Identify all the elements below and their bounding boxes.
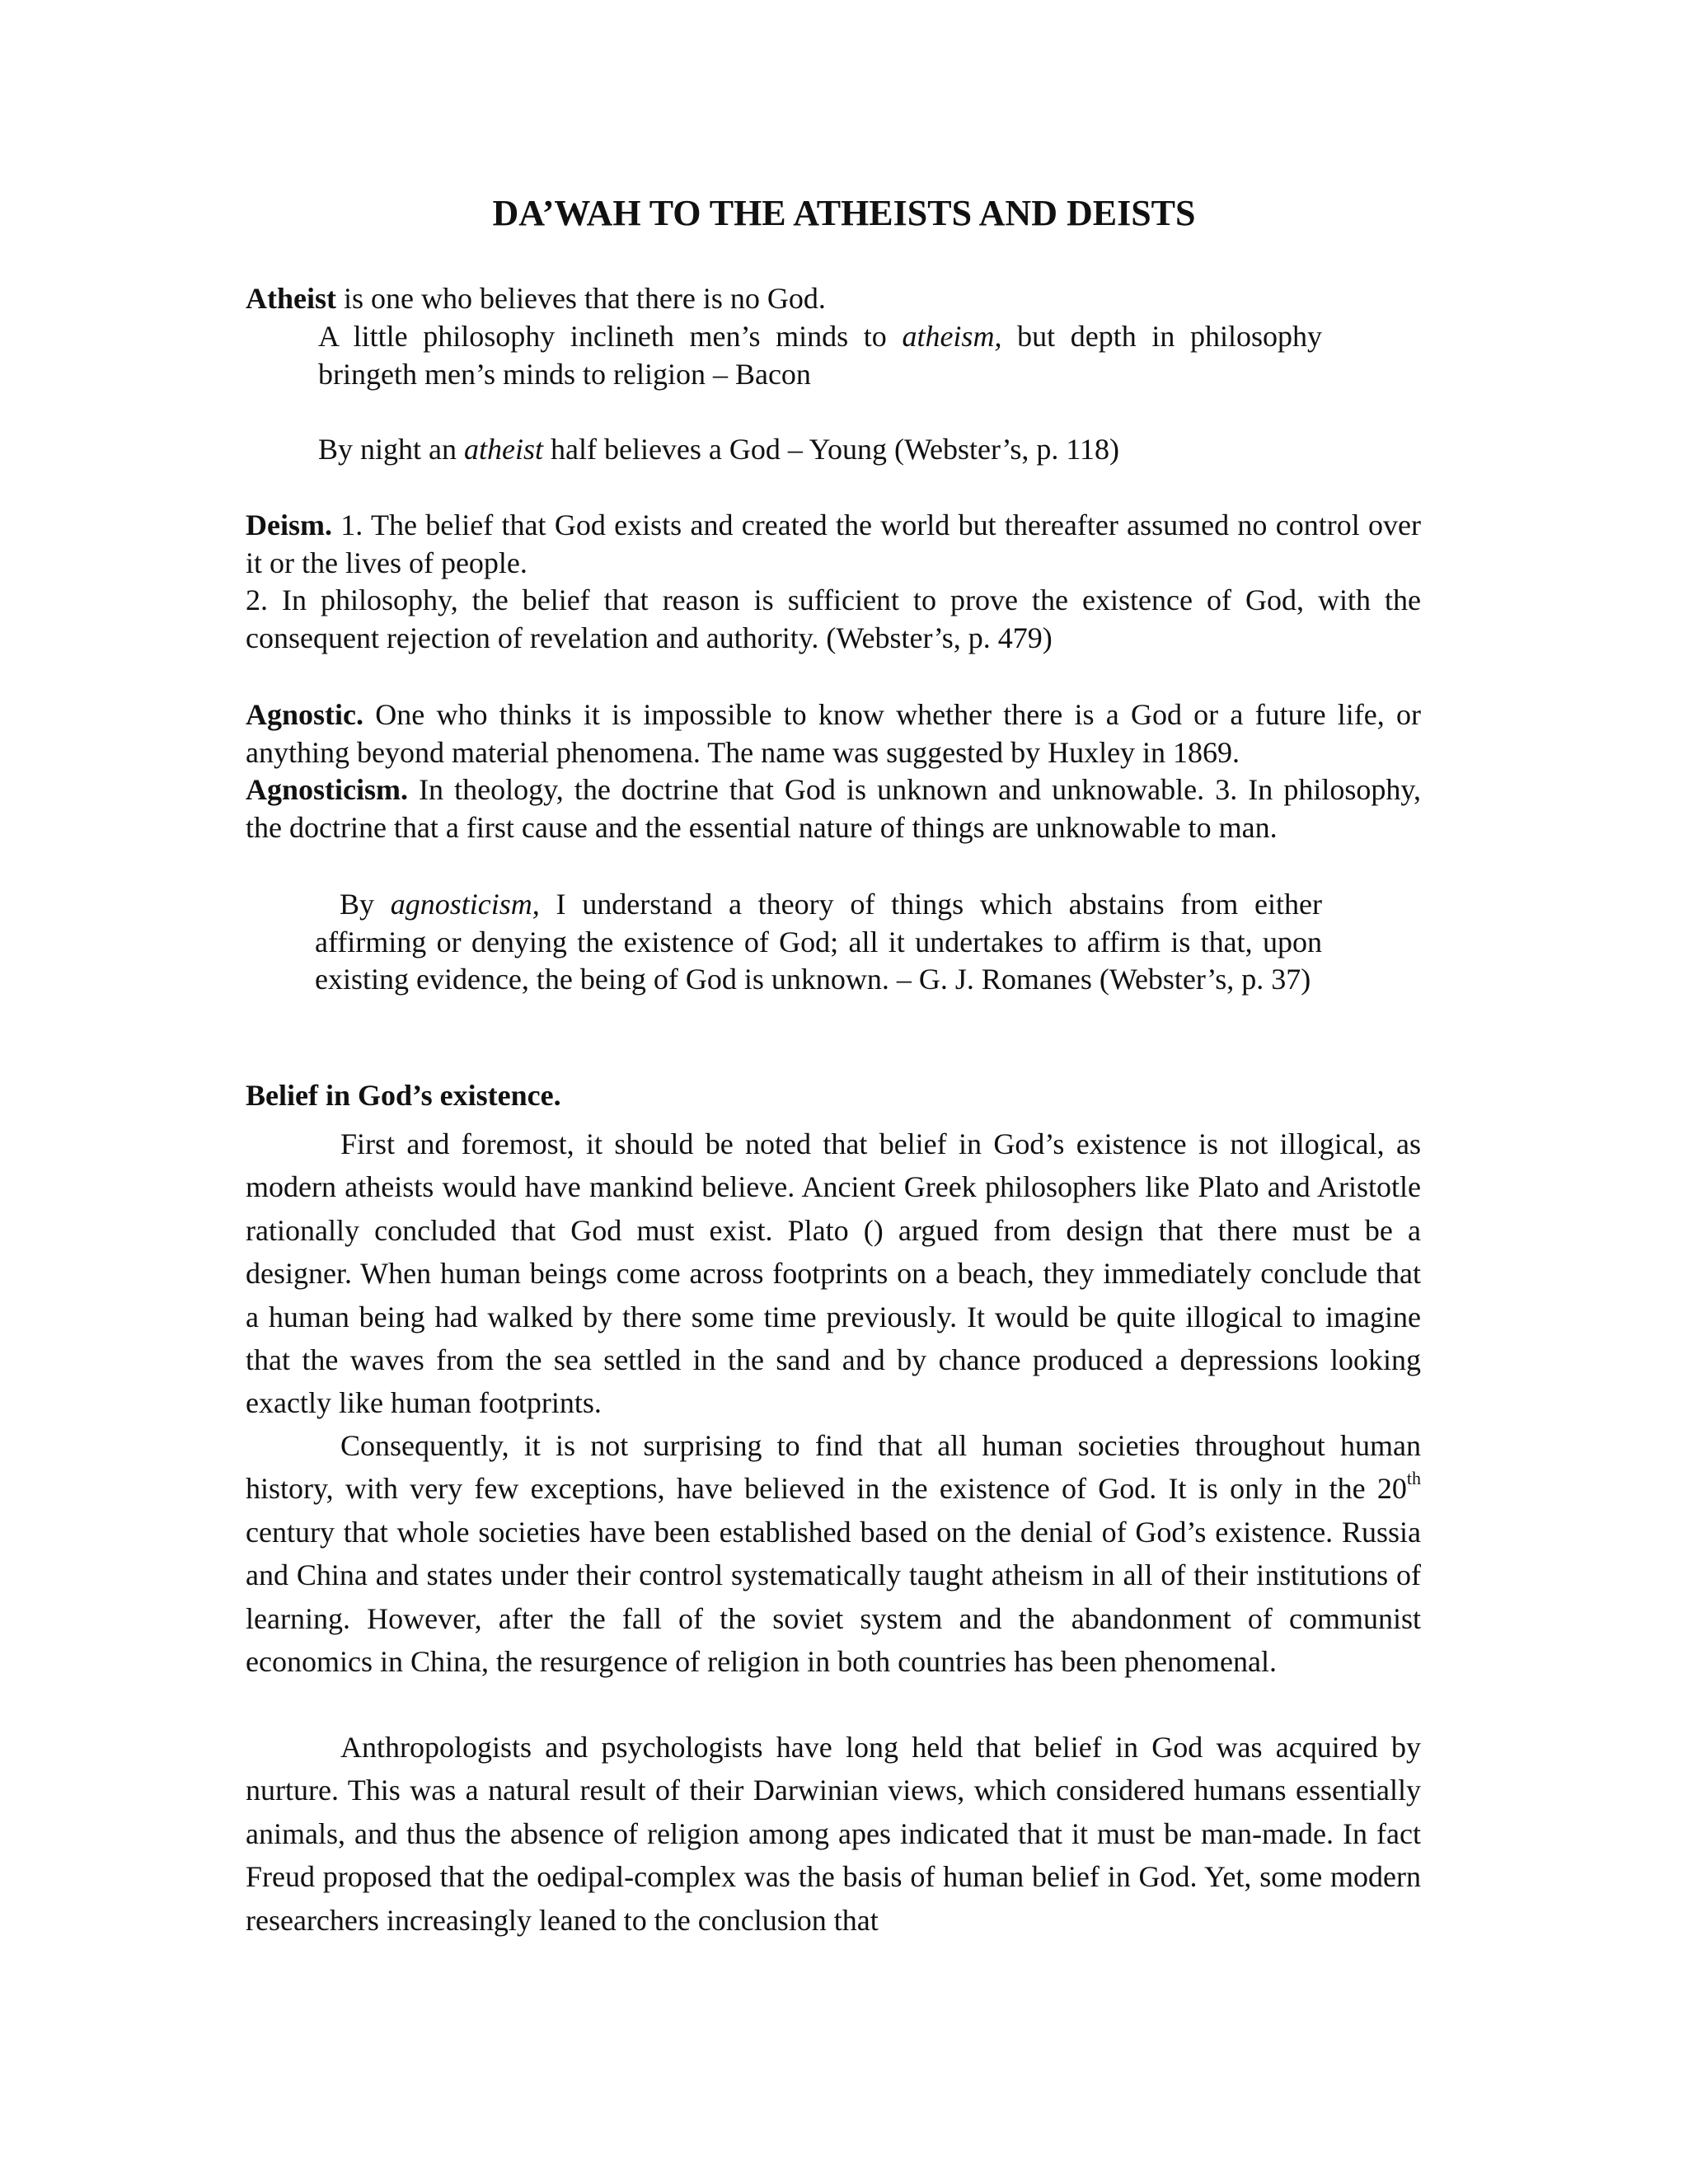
paragraph-2-post: century that whole societies have been established based on the denial of God’s existence. Russia and China and states under their control systematically taught atheism in all of their institutions of learning. However, after the fall of the soviet system and the abandonment of communist economics in China, the resurgence of religion in both countries has been phenomenal. xyxy=(246,1515,1421,1679)
deism-term: Deism. xyxy=(246,509,332,541)
romanes-quote xyxy=(315,886,1322,999)
agnostic-term: Agnostic. xyxy=(246,698,363,731)
romanes-quote-post: I understand a theory of things which abstains from either affirming or denying the existence of God; all it undertakes to affirm is that, upon existing evidence, the being of God is unknown. – G. J. Romanes (Webster’s, p. 37) xyxy=(315,888,1323,996)
young-quote-post: half believes a God – Young (Webster’s, p. 118) xyxy=(543,433,1119,466)
paragraph-2-pre: Consequently, it is not surprising to find that all human societies throughout human history, with very few exceptions, have believed in the existence of God. It is only in the 20 xyxy=(246,1429,1421,1506)
deism-definition xyxy=(246,507,1421,657)
belief-heading: Belief in God’s existence. xyxy=(246,1079,561,1112)
page-title: DA’WAH TO THE ATHEISTS AND DEISTS xyxy=(492,193,1196,233)
paragraph-3: Anthropologists and psychologists have long held that belief in God was acquired by nurture. This was a natural result of their Darwinian views, which considered humans essentially animals, and thus the absence of religion among apes indicated that it must be man-made. In fact Freud proposed that the oedipal-complex was the basis of human belief in God. Yet, some modern researchers increasingly leaned to the conclusion that xyxy=(246,1731,1421,1937)
agnostic-definition-text: One who thinks it is impossible to know whether there is a God or a future life, or anything beyond material phenomena. The name was suggested by Huxley in 1869. xyxy=(246,698,1421,769)
atheist-term: Atheist xyxy=(246,282,336,315)
agnosticism-term: Agnosticism. xyxy=(246,773,408,806)
agnosticism-definition-text: In theology, the doctrine that God is unknown and unknowable. 3. In philosophy, the doctrine that a first cause and the essential nature of things are unknowable to man. xyxy=(246,773,1421,844)
paragraph-2 xyxy=(246,1424,1421,1683)
young-quote-emphasis: atheist xyxy=(464,433,543,466)
agnostic-definition xyxy=(246,696,1421,846)
bacon-quote xyxy=(318,318,1322,393)
romanes-quote-pre: By xyxy=(340,888,391,921)
deism-definition-2: 2. In philosophy, the belief that reason is sufficient to prove the existence of God, with the consequent rejection of revelation and authority. (Webster’s, p. 479) xyxy=(246,583,1421,654)
young-quote-pre: By night an xyxy=(318,433,464,466)
ordinal-superscript: th xyxy=(1406,1468,1421,1489)
bacon-quote-post: but depth in philosophy bringeth men’s minds to religion – Bacon xyxy=(318,320,1322,391)
bacon-quote-emphasis: atheism, xyxy=(902,320,1002,353)
paragraph-1: First and foremost, it should be noted that belief in God’s existence is not illogical, as modern atheists would have mankind believe. Ancient Greek philosophers like Plato and Aristotle rationally concluded that God must exist. Plato () argued from design that there must be a designer. When human beings come across footprints on a beach, they immediately conclude that a human being had walked by there some time previously. It would be quite illogical to imagine that the waves from the sea settled in the sand and by chance produced a depressions looking exactly like human footprints. xyxy=(246,1127,1421,1420)
romanes-quote-emphasis: agnosticism, xyxy=(390,888,540,921)
bacon-quote-pre: A little philosophy inclineth men’s minds to xyxy=(318,320,903,353)
atheist-definition-text: is one who believes that there is no God. xyxy=(336,282,826,315)
young-quote xyxy=(318,431,1322,469)
atheist-definition xyxy=(246,280,1421,318)
deism-definition-1: 1. The belief that God exists and created the world but thereafter assumed no control over it or the lives of people. xyxy=(246,509,1421,579)
section-heading xyxy=(246,1077,1421,1114)
